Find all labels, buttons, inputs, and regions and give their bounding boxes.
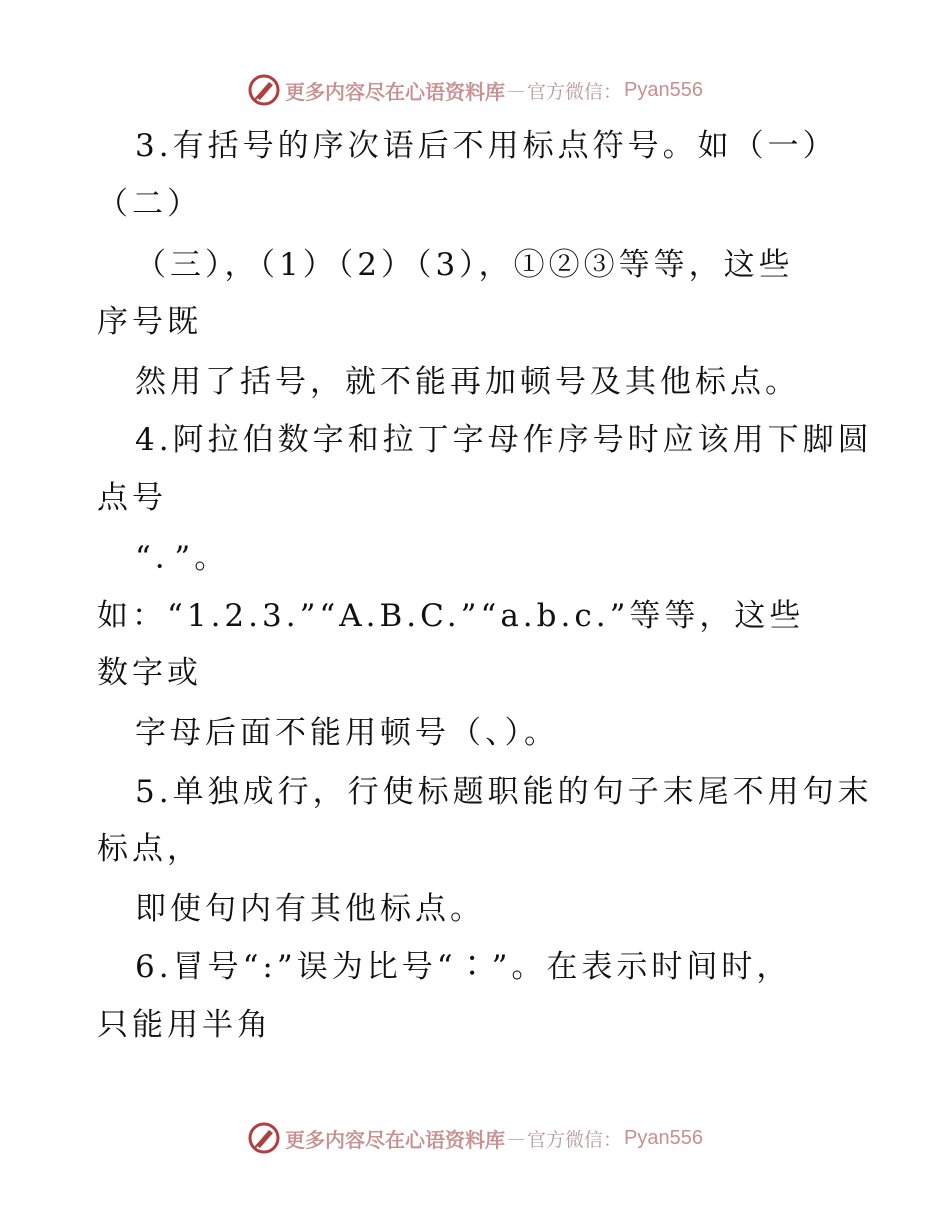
text-line-12: 5.单独成行，行使标题职能的句子末尾不用句末: [135, 774, 873, 810]
text-line-4: 序号既: [97, 304, 202, 340]
text-line-10: 数字或: [97, 655, 202, 691]
text-line-6: 4.阿拉伯数字和拉丁字母作序号时应该用下脚圆: [135, 422, 873, 458]
text-line-9: 如：“1.2.3.”“A.B.C.”“a.b.c.”等等，这些: [97, 598, 805, 634]
text-line-1: 3.有括号的序次语后不用标点符号。如（一）: [135, 128, 838, 164]
banner-dash: —: [507, 79, 525, 101]
text-line-7: 点号: [97, 480, 167, 516]
quill-pen-logo-icon: [247, 1121, 281, 1155]
text-line-5: 然用了括号，就不能再加顿号及其他标点。: [135, 364, 800, 400]
text-line-3: （三），（1）（2）（3），①②③等等，这些: [135, 247, 794, 283]
banner-wechat-id: Pyan556: [624, 1126, 703, 1149]
text-line-15: 6.冒号“:”误为比号“∶”。在表示时间时，: [135, 949, 792, 985]
banner-wechat-label: 官方微信：: [527, 80, 623, 103]
text-line-11: 字母后面不能用顿号（、）。: [135, 715, 559, 751]
text-line-2: （二）: [97, 186, 202, 222]
banner-main-text: 更多内容尽在心语资料库: [285, 79, 505, 104]
text-line-14: 即使句内有其他标点。: [135, 891, 485, 927]
text-line-13: 标点，: [97, 831, 202, 867]
text-line-8: “．”。: [135, 540, 230, 576]
banner-wechat-label: 官方微信：: [527, 1128, 623, 1151]
banner-dash: —: [507, 1127, 525, 1149]
text-line-16: 只能用半角: [97, 1007, 272, 1043]
banner-main-text: 更多内容尽在心语资料库: [285, 1127, 505, 1152]
banner-wechat-id: Pyan556: [624, 78, 703, 101]
footer-banner: [0, 1118, 950, 1158]
